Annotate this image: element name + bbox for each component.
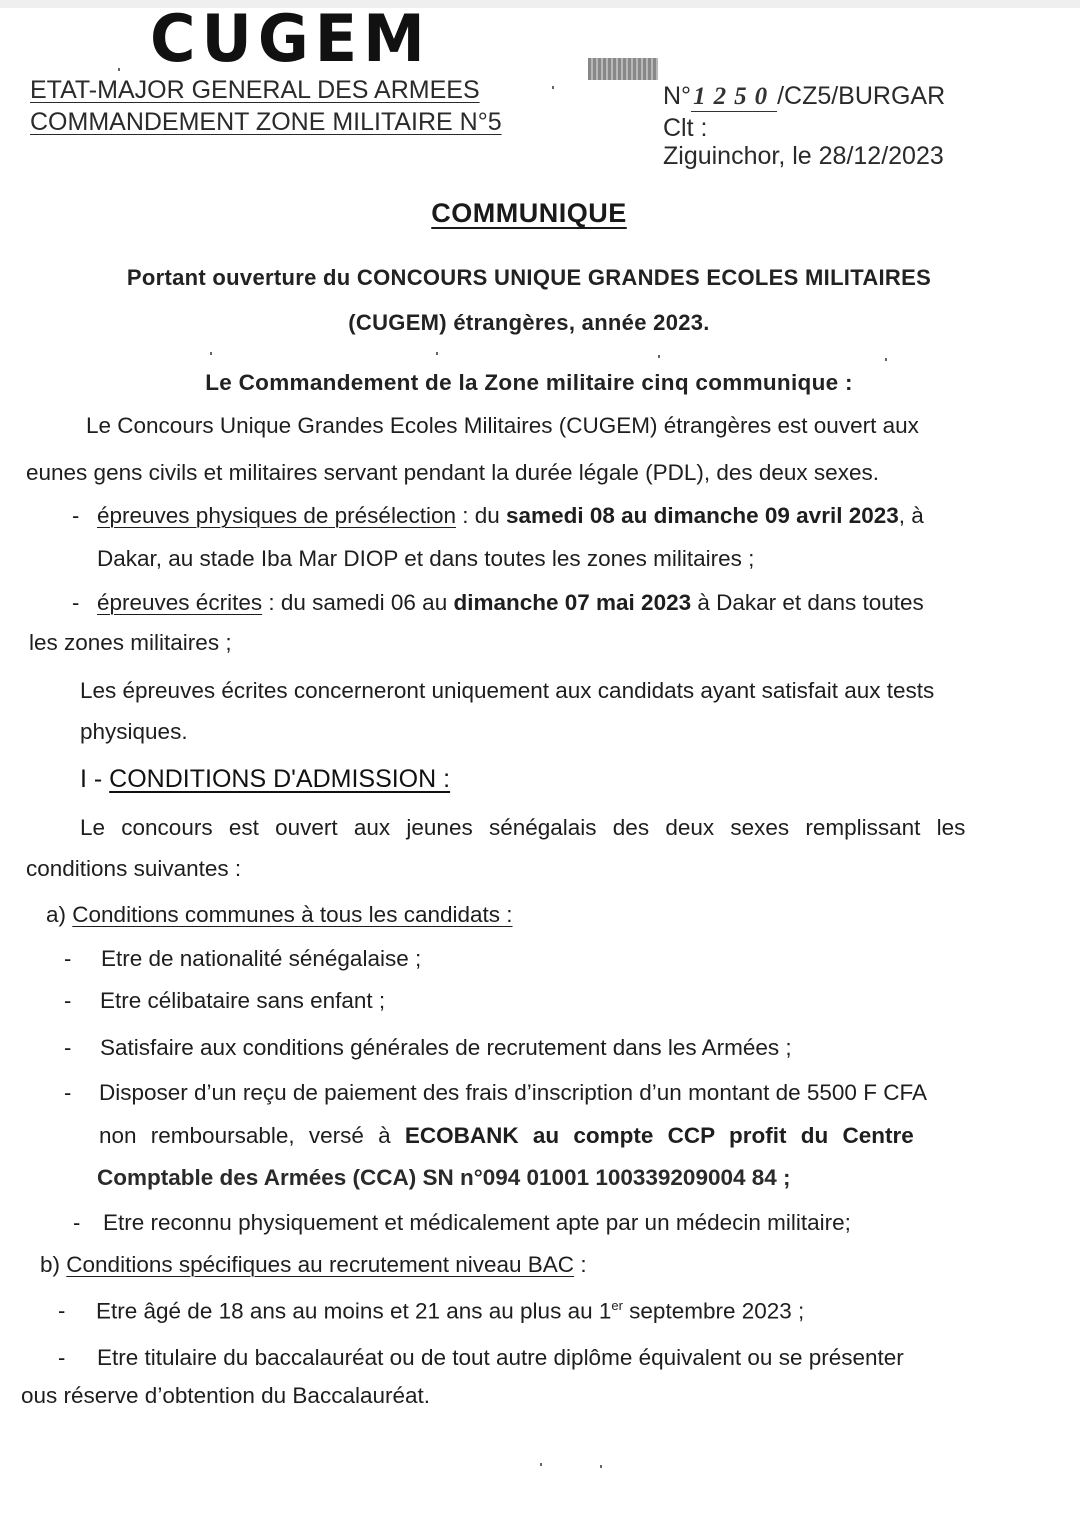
- condition-item: Etre reconnu physiquement et médicalement apte par un médecin militaire;: [103, 1210, 851, 1235]
- scan-speck: [118, 68, 120, 71]
- bullet-dash: -: [72, 503, 80, 528]
- org-line-2: COMMANDEMENT ZONE MILITAIRE N°5: [30, 108, 502, 136]
- handwritten-cugem-label: CUGEM: [150, 0, 431, 77]
- bullet-dash: -: [72, 590, 80, 615]
- note-line-2: physiques.: [80, 719, 188, 744]
- condition-item-payment-line-1: Disposer d’un reçu de paiement des frais d’inscription d’un montant de 5500 F CFA: [99, 1080, 927, 1105]
- scan-speck: [436, 352, 438, 355]
- bullet-dash: -: [58, 1345, 66, 1370]
- condition-item: Satisfaire aux conditions générales de recrutement dans les Armées ;: [100, 1035, 792, 1060]
- section-intro-line-2: conditions suivantes :: [26, 856, 242, 881]
- section-intro-line-1: Le concours est ouvert aux jeunes sénégalais des deux sexes remplissant les: [80, 815, 966, 840]
- document-title: COMMUNIQUE: [431, 198, 627, 228]
- scan-speck: [885, 358, 887, 361]
- announcement: Le Commandement de la Zone militaire cinq communique :: [205, 370, 853, 395]
- condition-item-diploma-line-2: ous réserve d’obtention du Baccalauréat.: [21, 1383, 431, 1408]
- note-line-1: Les épreuves écrites concerneront uniquement aux candidats ayant satisfait aux tests: [80, 678, 935, 703]
- stamp-mark: [588, 58, 658, 80]
- clt-label: Clt :: [663, 114, 708, 142]
- event-written-line-2: les zones militaires ;: [29, 630, 232, 655]
- bullet-dash: -: [73, 1210, 81, 1235]
- reference-number: [663, 82, 945, 112]
- bullet-dash: -: [64, 1035, 72, 1060]
- intro-line-1: Le Concours Unique Grandes Ecoles Militaires (CUGEM) étrangères est ouvert aux: [86, 413, 919, 438]
- place-date: Ziguinchor, le 28/12/2023: [663, 142, 944, 170]
- scan-speck: [210, 352, 212, 355]
- subsection-b-heading: b) Conditions spécifiques au recrutement niveau BAC :: [40, 1252, 587, 1277]
- subtitle-line-2: (CUGEM) étrangères, année 2023.: [348, 310, 710, 335]
- event-physical-line-1: épreuves physiques de présélection : du samedi 08 au dimanche 09 avril 2023, à: [97, 503, 924, 528]
- subtitle-line-1: Portant ouverture du CONCOURS UNIQUE GRANDES ECOLES MILITAIRES: [126, 265, 932, 290]
- scan-speck: [552, 86, 554, 89]
- bullet-dash: -: [64, 1080, 72, 1105]
- ref-suffix: /CZ5/BURGAR: [777, 82, 946, 110]
- bullet-dash: -: [64, 946, 72, 971]
- event-physical-line-2: Dakar, au stade Iba Mar DIOP et dans toutes les zones militaires ;: [97, 546, 755, 571]
- condition-item: Etre de nationalité sénégalaise ;: [101, 946, 422, 971]
- intro-line-2: eunes gens civils et militaires servant pendant la durée légale (PDL), des deux sexes.: [26, 460, 879, 485]
- bullet-dash: -: [58, 1298, 66, 1323]
- section-heading-conditions: I - CONDITIONS D'ADMISSION :: [80, 765, 451, 793]
- event-written-line-1: épreuves écrites : du samedi 06 au dimanche 07 mai 2023 à Dakar et dans toutes: [97, 590, 924, 615]
- org-line-1: ETAT-MAJOR GENERAL DES ARMEES: [30, 76, 480, 104]
- scan-speck: [658, 355, 660, 358]
- ref-number: 1250: [693, 83, 776, 110]
- condition-item: Etre célibataire sans enfant ;: [100, 988, 386, 1013]
- bullet-dash: -: [64, 988, 72, 1013]
- scan-speck: [600, 1465, 602, 1468]
- condition-item-payment-line-3: Comptable des Armées (CCA) SN n°094 01001 100339209004 84 ;: [97, 1165, 791, 1190]
- scan-speck: [540, 1463, 542, 1466]
- ref-prefix: N°: [663, 82, 692, 110]
- subsection-a-heading: a) Conditions communes à tous les candidats :: [46, 902, 513, 927]
- condition-item-age: Etre âgé de 18 ans au moins et 21 ans au plus au 1er septembre 2023 ;: [96, 1298, 805, 1324]
- condition-item-diploma-line-1: Etre titulaire du baccalauréat ou de tout autre diplôme équivalent ou se présenter: [97, 1345, 904, 1370]
- condition-item-payment-line-2: non remboursable, versé à ECOBANK au compte CCP profit du Centre: [99, 1123, 914, 1148]
